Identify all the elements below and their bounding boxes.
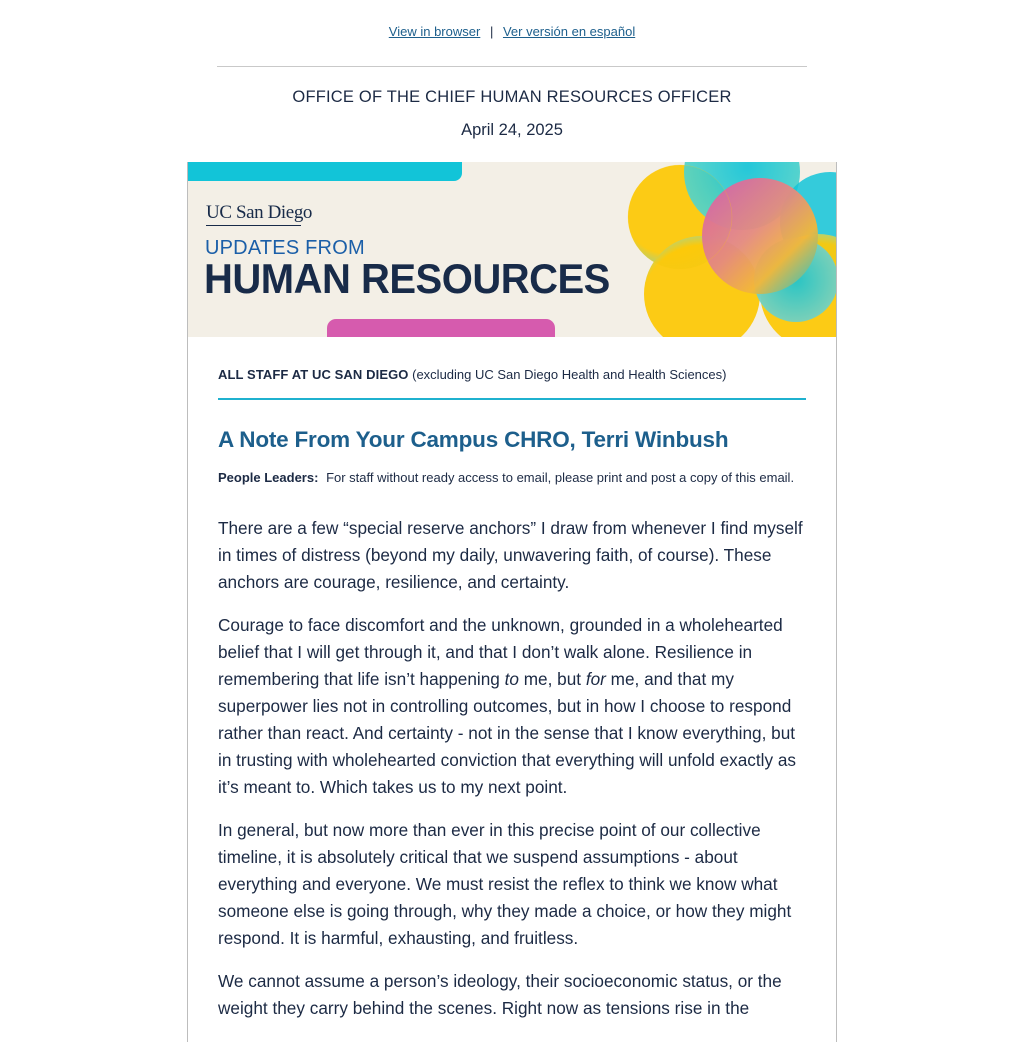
article-headline: A Note From Your Campus CHRO, Terri Winbush [218,427,729,452]
people-leaders-note [218,470,798,486]
office-title: OFFICE OF THE CHIEF HUMAN RESOURCES OFFICER [292,88,732,106]
banner-updates-from: UPDATES FROM [205,237,365,259]
audience-bold: ALL STAFF AT UC SAN DIEGO [218,367,409,382]
view-in-browser-link[interactable]: View in browser [388,24,481,39]
people-leaders-text: For staff without ready access to email, please print and post a copy of this email. [326,470,795,485]
spanish-version-link[interactable]: Ver versión en español [502,24,636,39]
link-separator: | [489,24,494,39]
header-links [0,24,1024,39]
hr-banner [188,162,836,337]
people-leaders-label: People Leaders: [218,470,319,485]
audience-rest: (excluding UC San Diego Health and Health Sciences) [408,367,727,382]
banner-pink-tab [327,319,555,337]
uc-san-diego-logo: UC San Diego [206,202,312,224]
letter-body [218,515,804,1038]
banner-cyan-tab [188,162,462,181]
audience-line [218,367,726,382]
section-rule [218,398,806,400]
paragraph-1: There are a few “special reserve anchors” I draw from whenever I find myself in times of distress (beyond my daily, unwavering faith, of course). These anchors are courage, resilience, and certainty. [218,518,803,592]
paragraph-4: We cannot assume a person’s ideology, their socioeconomic status, or the weight they carry behind the scenes. Right now as tensions rise in the [218,971,782,1018]
email-card [187,162,837,1042]
header-divider [217,66,807,67]
decorative-circles-art [618,162,836,337]
paragraph-3: In general, but now more than ever in this precise point of our collective timeline, it is absolutely critical that we suspend assumptions - about everything and everyone. We must resist the reflex to think we know what someone else is going through, why they made a choice, or how they might respond. It is harmful, exhausting, and fruitless. [218,820,792,948]
email-date: April 24, 2025 [461,121,563,139]
banner-human-resources: HUMAN RESOURCES [204,256,610,303]
paragraph-2: Courage to face discomfort and the unknown, grounded in a wholehearted belief that I will get through it, and that I don’t walk alone. Resilience in remembering that life isn’t happening to me, but for me, and that my superpower lies not in controlling outcomes, but in how I choose to respond rather than react. And certainty - not in the sense that I know everything, but in trusting with wholehearted conviction that everything will unfold exactly as it’s meant to. Which takes us to my next point. [218,615,796,797]
